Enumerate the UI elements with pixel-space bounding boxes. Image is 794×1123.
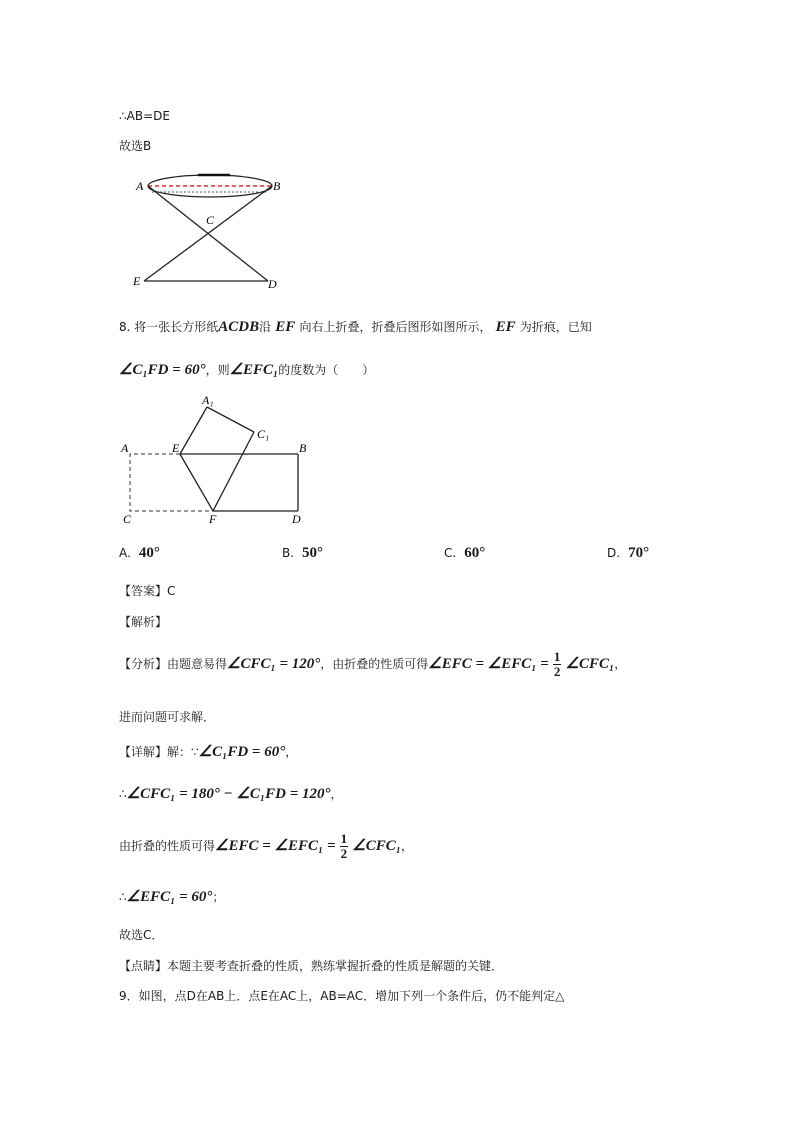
q8-prefix: 8. 将一张长方形纸 [119,320,219,334]
detail-eq3-left: ∠EFC = ∠EFC₁ = [215,838,336,854]
detail-choice: 故选C． [119,928,164,942]
option-d-value: 70° [628,545,650,561]
detail-line-4 [119,887,224,906]
detail-half-den: 2 [340,846,348,861]
detail-therefore2: ∴ [119,890,127,904]
q8-rect: ACDB [218,319,260,335]
choice-text: 故选B [119,139,152,153]
detail-fold-lead: 由折叠的性质可得 [119,839,216,853]
analysis-eq2-left: ∠EFC = ∠EFC₁ = [428,656,549,672]
detail-line-2 [119,784,343,803]
q8-target: ∠EFC₁ [229,362,279,378]
fig2-label-c: C [123,512,132,526]
q8-along: 沿 [259,320,272,334]
answer-text: 【答案】C [119,584,176,598]
analysis-line [119,650,626,679]
fig2-label-c1: C₁ [257,427,270,441]
detail-comma1: ， [285,745,298,759]
q8-then: ，则 [205,363,230,377]
option-b[interactable] [282,545,323,562]
conclusion-text: ∴AB=DE [119,109,170,123]
q8-tail: 为折痕，已知 [519,320,592,334]
detail-therefore1: ∴ [119,787,127,801]
detail-half-fraction [340,832,349,861]
q8-ask: 的度数为（ ） [278,363,375,377]
figure-2 [118,392,318,530]
option-b-letter: B. [282,546,295,560]
analysis-lead: 【分析】由题意易得 [119,657,228,671]
q8-stem [119,318,592,336]
detail-eq1: ∠C₁FD = 60° [198,744,286,760]
option-c-letter: C. [444,546,457,560]
fig2-label-a1: A₁ [202,393,214,407]
fig1-label-c: C [206,213,215,227]
analysis-half-fraction [553,650,562,679]
fig1-label-d: D [268,277,277,291]
q8-given: ∠C₁FD = 60° [119,362,206,378]
option-d[interactable] [607,545,649,562]
fig1-label-a: A [136,179,144,193]
detail-half-num: 1 [340,831,348,846]
detail-semicolon: ； [212,890,225,904]
option-a-value: 40° [138,545,160,561]
option-b-value: 50° [302,545,324,561]
fig2-label-d: D [292,512,301,526]
analysis-eq1: ∠CFC₁ = 120° [227,656,321,672]
option-a[interactable] [119,545,160,562]
detail-comma2: ， [330,787,343,801]
fig2-label-a: A [121,441,129,455]
q9-stem: 9．如图，点D在AB上．点E在AC上，AB=AC．增加下列一个条件后，仍不能判定△ [119,989,565,1003]
analysis-half-num: 1 [553,649,561,664]
detail-line-1 [119,742,297,761]
fig2-label-f: F [209,512,217,526]
q8-crease2: EF [495,319,516,335]
fig1-label-b: B [273,179,281,193]
analysis-mid: ，由折叠的性质可得 [320,657,429,671]
detail-comma3: ， [401,839,414,853]
detail-eq2: ∠CFC₁ = 180° − ∠C₁FD = 120° [126,786,331,802]
figure-1 [130,168,290,293]
analysis-comma: ， [614,657,627,671]
option-c[interactable] [444,545,485,562]
option-c-value: 60° [464,545,486,561]
q8-crease: EF [275,319,296,335]
detail-eq3-right: ∠CFC₁ [352,838,401,854]
q8-stem-2 [119,360,374,379]
detail-lead: 【详解】解：∵ [119,745,199,759]
q8-mid: 向右上折叠，折叠后图形如图所示， [299,320,492,334]
comment-text: 【点睛】本题主要考查折叠的性质，熟练掌握折叠的性质是解题的关键． [119,959,504,973]
fig1-label-e: E [133,274,141,288]
detail-eq4: ∠EFC₁ = 60° [126,889,213,905]
fig2-label-b: B [299,441,307,455]
detail-line-3 [119,832,413,861]
analysis-half-den: 2 [553,664,561,679]
analysis-eq2-right: ∠CFC₁ [565,656,615,672]
option-d-letter: D. [607,546,621,560]
analysis-title: 【解析】 [119,615,168,629]
option-a-letter: A. [119,546,131,560]
analysis-cont: 进而问题可求解． [119,710,216,724]
fig2-label-e: E [172,441,180,455]
